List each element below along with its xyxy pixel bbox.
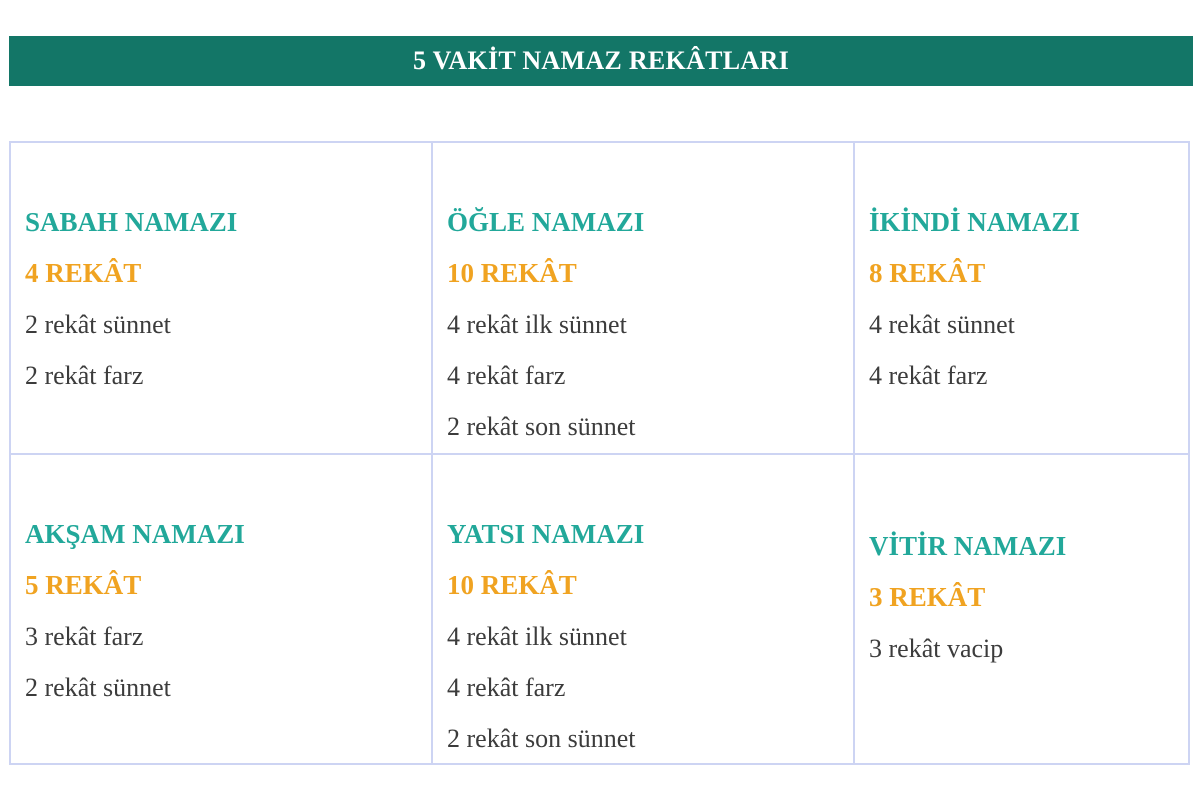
prayer-name: YATSI NAMAZI [447, 519, 645, 549]
prayer-table [9, 141, 1190, 765]
rekat-detail: 3 rekât farz [25, 622, 144, 651]
rekat-detail: 4 rekât farz [447, 361, 566, 390]
prayer-name: ÖĞLE NAMAZI [447, 207, 645, 237]
prayer-name: İKİNDİ NAMAZI [869, 207, 1080, 237]
prayer-name: AKŞAM NAMAZI [25, 519, 245, 549]
prayer-cell-yatsi [433, 455, 855, 764]
prayer-cell-ogle [433, 143, 855, 455]
rekat-total: 10 REKÂT [447, 570, 577, 600]
prayer-cell-vitir [855, 455, 1188, 764]
rekat-total: 10 REKÂT [447, 258, 577, 288]
rekat-detail: 4 rekât ilk sünnet [447, 622, 627, 651]
prayer-cell-aksam [11, 455, 433, 764]
rekat-detail: 4 rekât ilk sünnet [447, 310, 627, 339]
prayer-cell-ikindi [855, 143, 1188, 455]
rekat-detail: 3 rekât vacip [869, 634, 1004, 663]
rekat-detail: 4 rekât farz [869, 361, 988, 390]
rekat-total: 3 REKÂT [869, 582, 986, 612]
rekat-detail: 4 rekât farz [447, 673, 566, 702]
prayer-name: VİTİR NAMAZI [869, 531, 1067, 561]
page-title: 5 VAKİT NAMAZ REKÂTLARI [9, 36, 1193, 86]
rekat-total: 4 REKÂT [25, 258, 142, 288]
rekat-detail: 2 rekât son sünnet [447, 724, 636, 753]
prayer-name: SABAH NAMAZI [25, 207, 238, 237]
rekat-detail: 2 rekât sünnet [25, 310, 171, 339]
rekat-detail: 4 rekât sünnet [869, 310, 1015, 339]
rekat-detail: 2 rekât son sünnet [447, 412, 636, 441]
rekat-total: 5 REKÂT [25, 570, 142, 600]
prayer-cell-sabah [11, 143, 433, 455]
rekat-detail: 2 rekât sünnet [25, 673, 171, 702]
rekat-total: 8 REKÂT [869, 258, 986, 288]
rekat-detail: 2 rekât farz [25, 361, 144, 390]
